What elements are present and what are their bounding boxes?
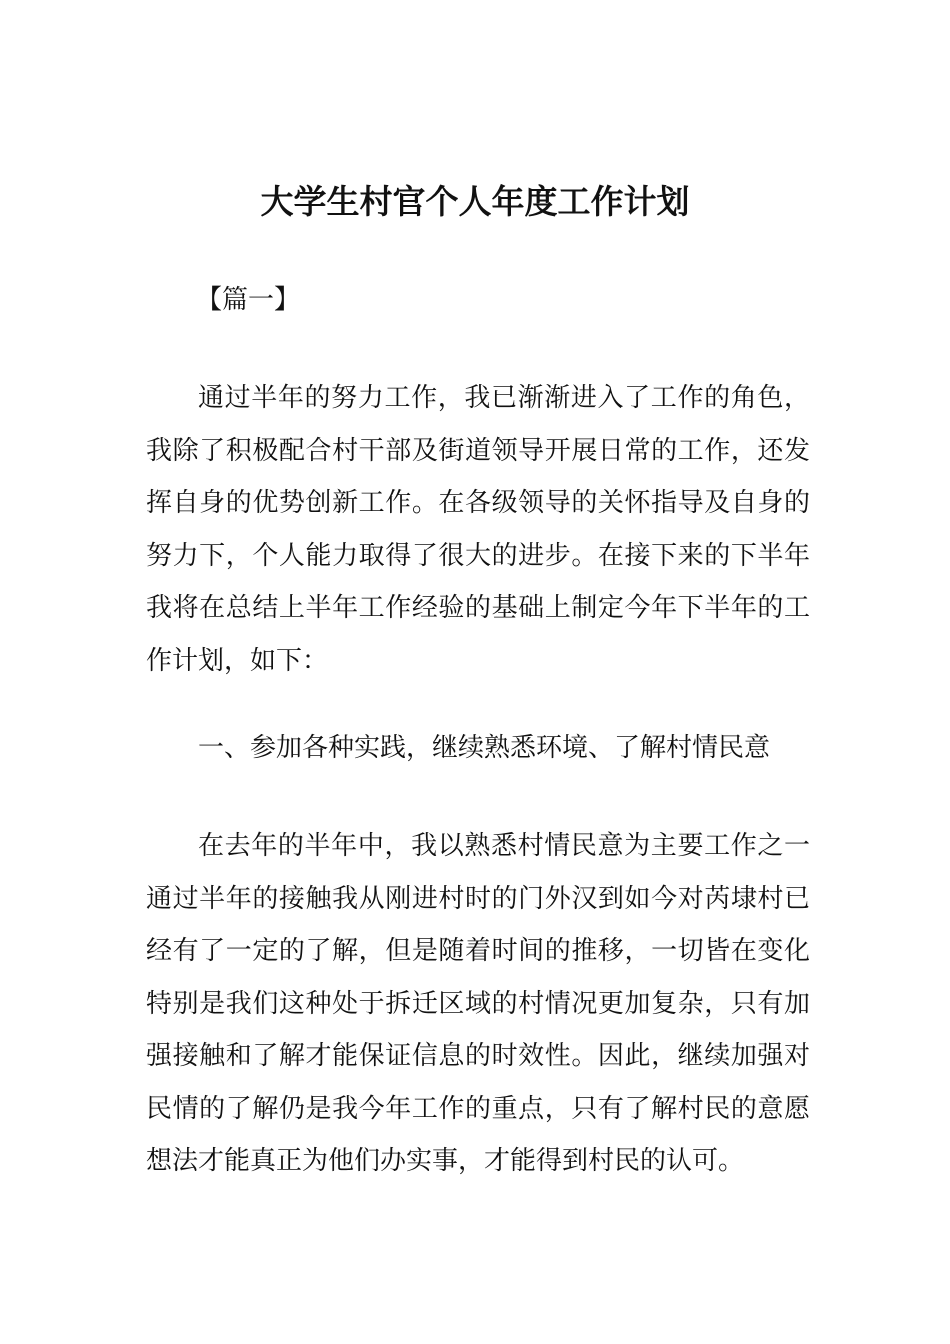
paragraph-intro: 通过半年的努力工作，我已渐渐进入了工作的角色，我除了积极配合村干部及街道领导开展日常的工作，还发挥自身的优势创新工作。在各级领导的关怀指导及自身的努力下，个人能力取得了很大的进步。在接下来的下半年我将在总结上半年工作经验的基础上制定今年下半年的工作计划，如下： <box>146 383 810 676</box>
document-title: 大学生村官个人年度工作计划 <box>260 182 690 221</box>
section-tag: 【篇一】 <box>196 285 301 315</box>
paragraph-section-1: 在去年的半年中，我以熟悉村情民意为主要工作之一通过半年的接触我从刚进村时的门外汉到如今对芮埭村已经有了一定的了解，但是随着时间的推移，一切皆在变化特别是我们这种处于拆迁区域的村情况更加复杂，只有加强接触和了解才能保证信息的时效性。因此，继续加强对民情的了解仍是我今年工作的重点，只有了解村民的意愿想法才能真正为他们办实事，才能得到村民的认可。 <box>146 831 810 1176</box>
section-heading-1: 一、参加各种实践，继续熟悉环境、了解村情民意 <box>198 733 771 763</box>
